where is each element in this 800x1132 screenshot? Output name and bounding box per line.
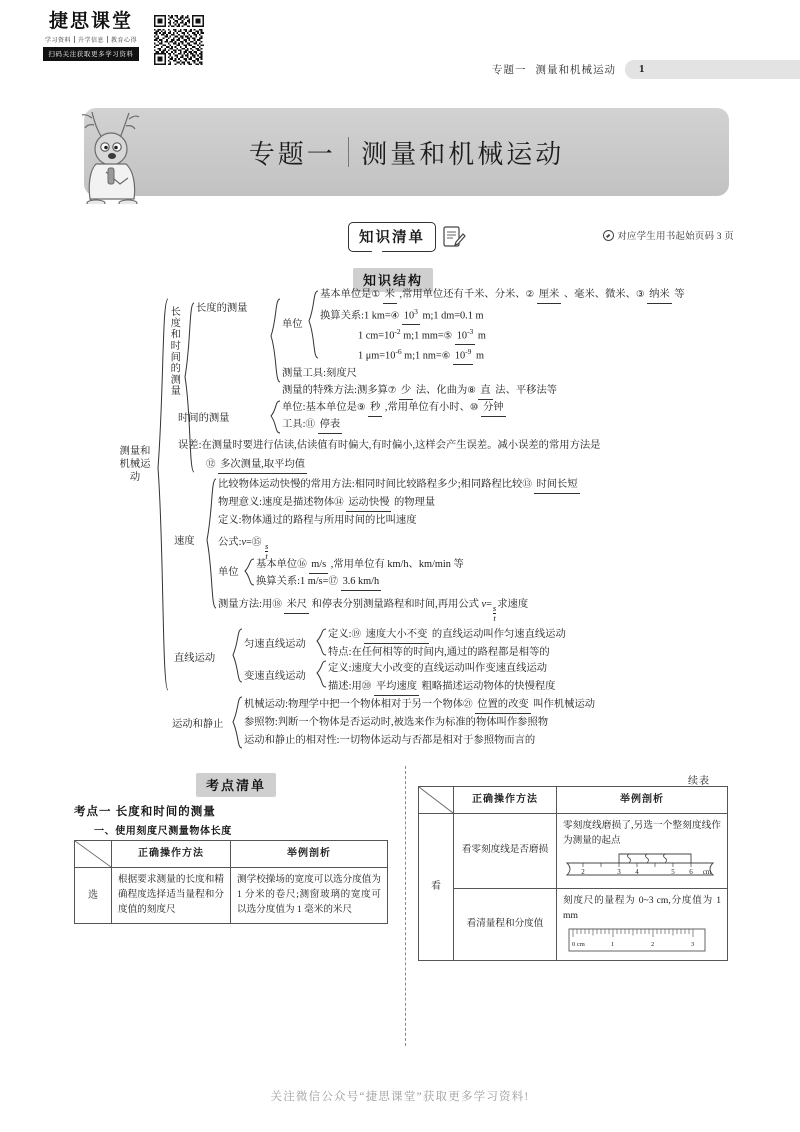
tree-line-error-1: 误差:在测量时要进行估读,估读值有时偏大,有时偏小,这样会产生误差。减小误差的常用方法是	[178, 440, 601, 451]
ruler-tick-5: 5	[671, 867, 675, 876]
scale-ruler-icon	[567, 927, 717, 955]
tree-line-error-2: ⑫ 多次测量,取平均值	[206, 458, 307, 474]
table-corner-cell	[419, 787, 454, 814]
tree-line-conv2: 1 $cm=10^{-2}$ m;1 mm=⑤ $10^{-3}$ m	[358, 327, 486, 345]
running-head	[492, 58, 800, 80]
tree-length-unit-label: 单位	[282, 319, 303, 330]
column-divider	[405, 766, 406, 1046]
check-circle-icon	[603, 230, 614, 241]
tree-line-speed-unit-conv: 换算关系:1 m/s=⑰ 3.6 km/h	[256, 575, 381, 591]
running-head-title: 测量和机械运动	[535, 64, 616, 76]
tree-line-formula: 公式:v=⑮ $\frac{s}{t}$	[218, 537, 269, 561]
qr-code-icon	[154, 15, 204, 65]
table-row-label-look: 看	[419, 814, 454, 961]
tree-line-speed-unit-basic: 基本单位⑯ m/s ,常用单位有 km/h、km/min 等	[256, 558, 464, 574]
tree-length-measure-label: 长度的测量	[196, 303, 248, 314]
table-row	[419, 888, 728, 961]
tree-line-unit-basic: 基本单位是① 米 ,常用单位还有千米、分米、② 厘米 、毫米、微米、③ 纳米 等	[320, 288, 685, 304]
ruler-tick-2: 2	[581, 867, 585, 876]
tree-speed-unit-label: 单位	[218, 567, 239, 578]
ruler-tick-4: 4	[635, 867, 639, 876]
ruler-tick-1: 1	[611, 941, 615, 949]
example-text: 零刻度线磨损了,另选一个整刻度线作为测量的起点	[563, 820, 721, 846]
tree-line-time-unit: 单位:基本单位是⑨ 秒 ,常用单位有小时、⑩ 分钟	[282, 401, 506, 417]
tree-time-measure-label: 时间的测量	[178, 413, 230, 424]
chapter-banner-title: 测量和机械运动	[361, 138, 565, 169]
speed-brace-icon	[206, 478, 218, 614]
tree-motion-rest-label: 运动和静止	[172, 719, 224, 730]
tree-line-speed-method: 测量方法:用⑱ 米尺 和停表分别测量路程和时间,再用公式 v= $\frac{s}{t}$ 求速度	[218, 599, 529, 623]
table-header-row	[75, 841, 388, 868]
brand-text-block	[36, 12, 146, 61]
fraction-denominator: t	[265, 550, 268, 561]
reference-note	[603, 228, 734, 242]
table-header-row	[419, 787, 728, 814]
chapter-banner	[84, 108, 729, 196]
tree-line-tool: 测量工具:刻度尺	[282, 368, 357, 379]
knowledge-structure-tree	[118, 288, 798, 758]
brand-tagline	[42, 35, 140, 44]
brand-cta-banner: 扫码关注获取更多学习资料	[43, 47, 138, 61]
tree-line-reference-obj: 参照物:判断一个物体是否运动时,被选来作为标准的物体叫作参照物	[244, 717, 549, 728]
running-head-chapter: 专题一	[492, 64, 527, 76]
fraction-denominator: t	[493, 612, 496, 623]
tree-speed-label: 速度	[174, 536, 195, 547]
deer-mascot-icon	[76, 104, 162, 204]
table-row	[75, 868, 388, 924]
tree-line-definition: 定义:物体通过的路程与所用时间的比叫速度	[218, 515, 417, 526]
page-number-band	[625, 60, 800, 79]
method-formula-fraction	[493, 604, 496, 623]
tree-line-conv3: 1 $\mu m=10^{-6}$ m;1 nm=⑥ $10^{-9}$ m	[358, 347, 484, 365]
tree-uniform-label: 匀速直线运动	[244, 639, 306, 650]
continued-table-note: 续表	[688, 776, 710, 787]
reference-note-text: 对应学生用书起始页码 3 页	[617, 232, 734, 242]
tree-line-uniform-feature: 特点:在任何相等的时间内,通过的路程都是相等的	[328, 647, 550, 658]
tree-branch-length-time-label: 长度和时间的测量	[168, 306, 180, 397]
length-measure-table-left	[74, 840, 388, 924]
tree-root-label: 测量和机械运动	[119, 446, 151, 483]
tree-line-time-tool: 工具:⑪ 停表	[282, 418, 342, 434]
tree-line-variable-desc: 描述:用⑳ 平均速度 粗略描述运动物体的快慢程度	[328, 680, 555, 696]
page-footer: 关注微信公众号“捷思课堂”获取更多学习资料!	[270, 1091, 530, 1103]
exam-point-one-title: 考点一 长度和时间的测量	[74, 806, 216, 818]
table-row-label-select: 选	[75, 868, 112, 924]
time-measure-brace-icon	[270, 400, 282, 436]
table-cell-method: 看零刻度线是否磨损	[454, 814, 557, 889]
length-measure-brace-icon	[270, 298, 282, 386]
table-header-method: 正确操作方法	[112, 841, 231, 868]
exam-points-heading: 考点清单	[196, 773, 276, 797]
banner-separator-icon	[348, 137, 350, 167]
fraction-numerator: s	[264, 540, 269, 551]
table-cell-example: 测学校操场的宽度可以选分度值为 1 分米的卷尺;测窗玻璃的宽度可以选分度值为 1 毫米的米尺	[231, 868, 388, 924]
tree-line-uniform-def: 定义:⑲ 速度大小不变 的直线运动叫作匀速直线运动	[328, 628, 566, 644]
motion-rest-brace-icon	[232, 696, 244, 752]
diagonal-corner-icon	[75, 841, 111, 867]
table-corner-cell	[75, 841, 112, 868]
table-cell-method: 看清量程和分度值	[454, 888, 557, 961]
knowledge-structure-heading: 知识结构	[353, 268, 433, 292]
table-header-method: 正确操作方法	[454, 787, 557, 814]
fraction-numerator: s	[492, 602, 497, 613]
brand-tag-1: 升学信息	[77, 37, 104, 44]
page-number: 1	[639, 63, 645, 75]
speed-unit-brace-icon	[244, 558, 256, 588]
tree-line-meaning: 物理意义:速度是描述物体⑭ 运动快慢 的物理量	[218, 496, 435, 512]
example-text: 刻度尺的量程为 0~3 cm,分度值为 1 mm	[563, 894, 721, 921]
tree-line-compare: 比较物体运动快慢的常用方法:相同时间比较路程多少;相同路程比较⑬ 时间长短	[218, 478, 580, 494]
table-cell-example	[557, 888, 728, 961]
knowledge-list-label: 知识清单	[348, 222, 436, 252]
table-row	[419, 814, 728, 889]
brand-logo	[36, 12, 211, 74]
exam-point-one-subtitle: 一、使用刻度尺测量物体长度	[94, 826, 232, 837]
table-header-example: 举例剖析	[231, 841, 388, 868]
table-header-example: 举例剖析	[557, 787, 728, 814]
ruler-tick-3: 3	[617, 867, 621, 876]
ruler-tick-3: 3	[691, 941, 695, 949]
chapter-banner-chapter: 专题一	[248, 138, 336, 169]
knowledge-list-tag	[348, 222, 467, 252]
table-cell-method: 根据要求测量的长度和精确程度选择适当量程和分度值的刻度尺	[112, 868, 231, 924]
variable-brace-icon	[316, 660, 328, 690]
table-cell-example	[557, 814, 728, 889]
uniform-brace-icon	[316, 628, 328, 658]
line-motion-brace-icon	[232, 628, 244, 686]
tree-line-relativity: 运动和静止的相对性:一切物体运动与否都是相对于参照物而言的	[244, 735, 536, 746]
tree-line-motion-label: 直线运动	[174, 653, 216, 664]
ruler-tick-6: 6	[689, 867, 693, 876]
brand-name: 捷思课堂	[48, 11, 133, 32]
tree-line-variable-def: 定义:速度大小改变的直线运动叫作变速直线运动	[328, 663, 548, 674]
ruler-tick-0cm: 0 cm	[572, 941, 585, 949]
brand-tag-2: 教育心得	[111, 37, 138, 44]
length-measure-table-right	[418, 786, 728, 961]
diagonal-corner-icon	[419, 787, 453, 813]
chapter-banner-inner	[249, 134, 565, 171]
worn-ruler-icon	[563, 853, 721, 883]
ruler-tick-2: 2	[651, 941, 655, 949]
ruler-unit-label: cm	[702, 867, 712, 876]
length-unit-brace-icon	[308, 290, 320, 362]
tree-line-conv1: 换算关系:1 km=④ $10^3$ m;1 dm=0.1 m	[320, 307, 484, 325]
tree-variable-label: 变速直线运动	[244, 671, 306, 682]
brand-tag-0: 学习资料	[44, 37, 71, 44]
tree-line-special: 测量的特殊方法:测多算⑦ 少 法、化曲为⑧ 直 法、平移法等	[282, 384, 557, 400]
tree-line-mech-motion: 机械运动:物理学中把一个物体相对于另一个物体㉑ 位置的改变 叫作机械运动	[244, 698, 595, 714]
notepad-pencil-icon	[441, 224, 467, 250]
